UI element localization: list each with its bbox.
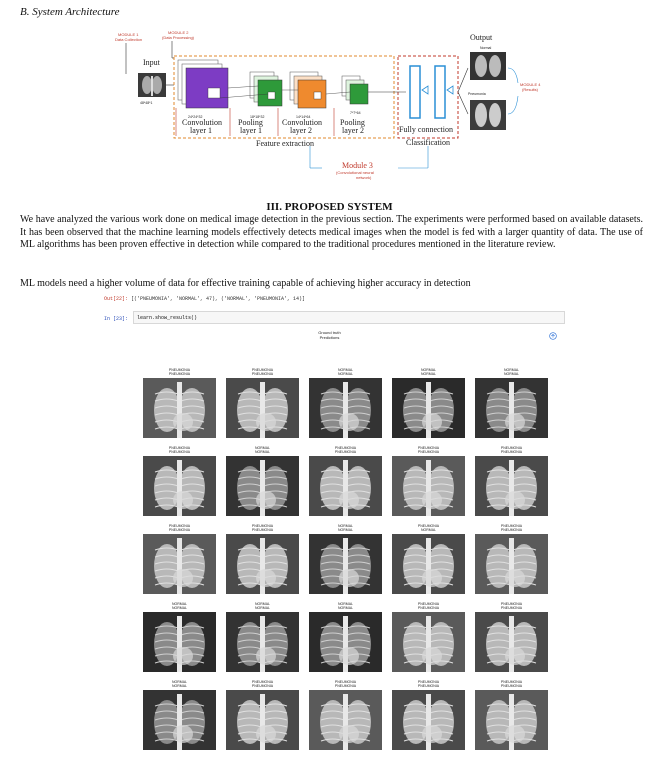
ground-truth-label: NORMAL: [255, 446, 270, 450]
xray-thumbnail: [309, 690, 382, 750]
pool2-label-2: layer 2: [342, 126, 364, 135]
result-cell: [392, 446, 465, 516]
conv2-block: [298, 80, 326, 108]
xray-thumbnail: [309, 378, 382, 438]
prediction-label: PNEUMONIA: [417, 684, 440, 688]
code-text: learn.show_results(): [137, 315, 198, 321]
conv1-label-2: layer 1: [190, 126, 212, 135]
result-cell: [392, 368, 465, 438]
prediction-label: PNEUMONIA: [251, 528, 274, 532]
prediction-label: NORMAL: [172, 606, 187, 610]
xray-thumbnail: [475, 534, 548, 594]
ground-truth-label: PNEUMONIA: [334, 680, 357, 684]
module2-sub: (Data Processing): [162, 35, 195, 40]
result-label: [475, 680, 548, 688]
xray-thumbnail: [392, 456, 465, 516]
result-label: [475, 368, 548, 376]
result-label: [392, 680, 465, 688]
result-label: [309, 602, 382, 610]
xray-thumbnail: [309, 456, 382, 516]
result-label: [226, 446, 299, 454]
ground-truth-label: PNEUMONIA: [417, 680, 440, 684]
architecture-diagram: [110, 28, 560, 188]
result-label: [226, 524, 299, 532]
xray-thumbnail: [226, 534, 299, 594]
result-cell: [309, 602, 382, 672]
xray-thumbnail: [392, 612, 465, 672]
prediction-label: PNEUMONIA: [168, 528, 191, 532]
ground-truth-label: PNEUMONIA: [417, 446, 440, 450]
ground-truth-label: PNEUMONIA: [334, 446, 357, 450]
in-prompt-wrap: [104, 316, 128, 322]
prediction-label: PNEUMONIA: [168, 450, 191, 454]
paragraph-1: We have analyzed the various work done on medical image detection in the previous section. The experiments were performed based on available datasets. It has been observed that the machine learning models effectively detects medical images when the model is fed with a larger quantity of data. The use of ML algorithms has been proven effective in detection while compared to the traditional procedures mentioned in the literature review.: [20, 214, 643, 251]
ground-truth-label: PNEUMONIA: [500, 680, 523, 684]
result-cell: [226, 446, 299, 516]
result-cell: [392, 602, 465, 672]
ground-truth-label: NORMAL: [172, 680, 187, 684]
ground-truth-label: NORMAL: [338, 368, 353, 372]
xray-thumbnail: [226, 456, 299, 516]
result-label: [392, 446, 465, 454]
result-cell: [143, 602, 216, 672]
result-cell: [309, 446, 382, 516]
result-label: [475, 602, 548, 610]
module3-label: Module 3: [342, 161, 373, 170]
ground-truth-label: PNEUMONIA: [500, 602, 523, 606]
xray-thumbnail: [226, 612, 299, 672]
module1-sub: Data Collection: [115, 37, 143, 42]
prediction-label: PNEUMONIA: [334, 450, 357, 454]
feature-extraction-label: Feature extraction: [256, 139, 314, 148]
result-cell: [475, 446, 548, 516]
result-label: [309, 446, 382, 454]
result-label: [143, 680, 216, 688]
result-label: [475, 524, 548, 532]
dims-pool1: 18*18*32: [250, 115, 265, 119]
pool1-label-2: layer 1: [240, 126, 262, 135]
results-grid: [143, 368, 548, 760]
result-label: [143, 368, 216, 376]
result-cell: [309, 524, 382, 594]
result-cell: [143, 680, 216, 750]
result-cell: [309, 680, 382, 750]
prediction-label: PNEUMONIA: [251, 372, 274, 376]
result-cell: [475, 602, 548, 672]
module4-sub: (Results): [522, 87, 539, 92]
ground-truth-label: PNEUMONIA: [417, 602, 440, 606]
result-cell: [392, 680, 465, 750]
result-label: [392, 602, 465, 610]
prediction-label: NORMAL: [338, 528, 353, 532]
prediction-label: NORMAL: [504, 372, 519, 376]
prediction-label: PNEUMONIA: [500, 684, 523, 688]
result-cell: [226, 368, 299, 438]
result-label: [143, 446, 216, 454]
dims-pool2: 7*7*64: [350, 111, 361, 115]
ground-truth-label: PNEUMONIA: [500, 446, 523, 450]
xray-thumbnail: [309, 534, 382, 594]
module1-label: MODULE 1: [118, 32, 139, 37]
result-cell: [475, 368, 548, 438]
module3-sub-2: network): [356, 175, 372, 180]
xray-thumbnail: [392, 378, 465, 438]
xray-thumbnail: [226, 378, 299, 438]
module2-label: MODULE 2: [168, 30, 189, 35]
ground-truth-label: PNEUMONIA: [251, 680, 274, 684]
ground-truth-label: PNEUMONIA: [168, 446, 191, 450]
xray-thumbnail: [143, 612, 216, 672]
xray-thumbnail: [392, 534, 465, 594]
result-cell: [392, 524, 465, 594]
dims-conv1: 24*24*32: [188, 115, 203, 119]
result-cell: [143, 446, 216, 516]
xray-thumbnail: [143, 378, 216, 438]
ground-truth-label: PNEUMONIA: [168, 524, 191, 528]
result-label: [392, 368, 465, 376]
prediction-label: NORMAL: [421, 528, 436, 532]
xray-thumbnail: [392, 690, 465, 750]
pool2-block: [350, 84, 368, 104]
in-prompt: In [23]:: [104, 316, 129, 322]
output-label: Output: [470, 33, 493, 42]
result-cell: [143, 524, 216, 594]
output-cell: [104, 296, 305, 302]
fc-label: Fully connection: [399, 125, 453, 134]
xray-thumbnail: [143, 456, 216, 516]
xray-thumbnail: [475, 612, 548, 672]
pool2-label: Pooling: [340, 118, 365, 127]
prediction-label: PNEUMONIA: [500, 450, 523, 454]
ground-truth-label: NORMAL: [172, 602, 187, 606]
xray-thumbnail: [475, 378, 548, 438]
ground-truth-label: NORMAL: [255, 602, 270, 606]
ground-truth-label: NORMAL: [338, 602, 353, 606]
pool1-label: Pooling: [238, 118, 263, 127]
ground-truth-label: NORMAL: [338, 524, 353, 528]
fc-column-1: [410, 66, 420, 118]
result-label: [226, 602, 299, 610]
prediction-label: PNEUMONIA: [334, 684, 357, 688]
prediction-label: NORMAL: [421, 372, 436, 376]
ground-truth-label: PNEUMONIA: [500, 524, 523, 528]
fc-column-2: [435, 66, 445, 118]
input-dims: 48*48*1: [140, 101, 153, 105]
ground-truth-label: PNEUMONIA: [251, 524, 274, 528]
legend-predictions: Predictions: [319, 335, 340, 340]
prediction-label: PNEUMONIA: [417, 450, 440, 454]
result-cell: [226, 680, 299, 750]
result-cell: [309, 368, 382, 438]
prediction-label: NORMAL: [338, 372, 353, 376]
ground-truth-label: NORMAL: [504, 368, 519, 372]
result-cell: [475, 680, 548, 750]
prediction-label: PNEUMONIA: [168, 372, 191, 376]
prediction-label: PNEUMONIA: [251, 684, 274, 688]
legend-ground-truth: Ground truth: [318, 330, 341, 335]
xray-thumbnail: [475, 690, 548, 750]
prediction-label: PNEUMONIA: [417, 606, 440, 610]
xray-thumbnail: [226, 690, 299, 750]
ground-truth-label: PNEUMONIA: [251, 368, 274, 372]
conv1-block: [186, 68, 228, 108]
prediction-label: NORMAL: [338, 606, 353, 610]
prediction-label: NORMAL: [172, 684, 187, 688]
module4-label: MODULE 4: [520, 82, 541, 87]
normal-label: Normal: [480, 46, 492, 50]
xray-thumbnail: [143, 690, 216, 750]
result-label: [143, 524, 216, 532]
ground-truth-label: NORMAL: [421, 368, 436, 372]
input-label: Input: [143, 58, 160, 67]
section-heading: B. System Architecture: [20, 6, 120, 18]
xray-thumbnail: [309, 612, 382, 672]
xray-thumbnail: [143, 534, 216, 594]
ground-truth-label: PNEUMONIA: [168, 368, 191, 372]
result-label: [392, 524, 465, 532]
out-prompt: Out[22]:: [104, 296, 129, 302]
result-label: [309, 368, 382, 376]
ground-truth-label: PNEUMONIA: [417, 524, 440, 528]
result-label: [309, 680, 382, 688]
conv2-label: Convolution: [282, 118, 323, 127]
result-cell: [226, 524, 299, 594]
result-label: [226, 368, 299, 376]
result-cell: [143, 368, 216, 438]
result-cell: [475, 524, 548, 594]
results-legend: [0, 330, 659, 340]
prediction-label: PNEUMONIA: [500, 606, 523, 610]
out-text: [('PNEUMONIA', 'NORMAL', 47), ('NORMAL', 'PNEUMONIA', 14)]: [131, 296, 306, 302]
result-label: [226, 680, 299, 688]
dims-conv2: 14*14*64: [296, 115, 311, 119]
conv1-label: Convolution: [182, 118, 223, 127]
pneumonia-label: Pneumonia: [468, 92, 486, 96]
prediction-label: NORMAL: [255, 606, 270, 610]
result-label: [309, 524, 382, 532]
code-cell-input[interactable]: [133, 311, 565, 324]
prediction-label: PNEUMONIA: [500, 528, 523, 532]
result-label: [143, 602, 216, 610]
section-title: III. PROPOSED SYSTEM: [266, 201, 393, 213]
prediction-label: NORMAL: [255, 450, 270, 454]
paragraph-2: ML models need a higher volume of data for effective training capable of achieving higher accuracy in detection: [20, 278, 471, 289]
module3-sub: (Convolutional neural: [336, 170, 374, 175]
classification-label: Classification: [406, 138, 450, 147]
conv2-label-2: layer 2: [290, 126, 312, 135]
expand-icon[interactable]: [549, 332, 557, 340]
result-cell: [226, 602, 299, 672]
xray-thumbnail: [475, 456, 548, 516]
result-label: [475, 446, 548, 454]
